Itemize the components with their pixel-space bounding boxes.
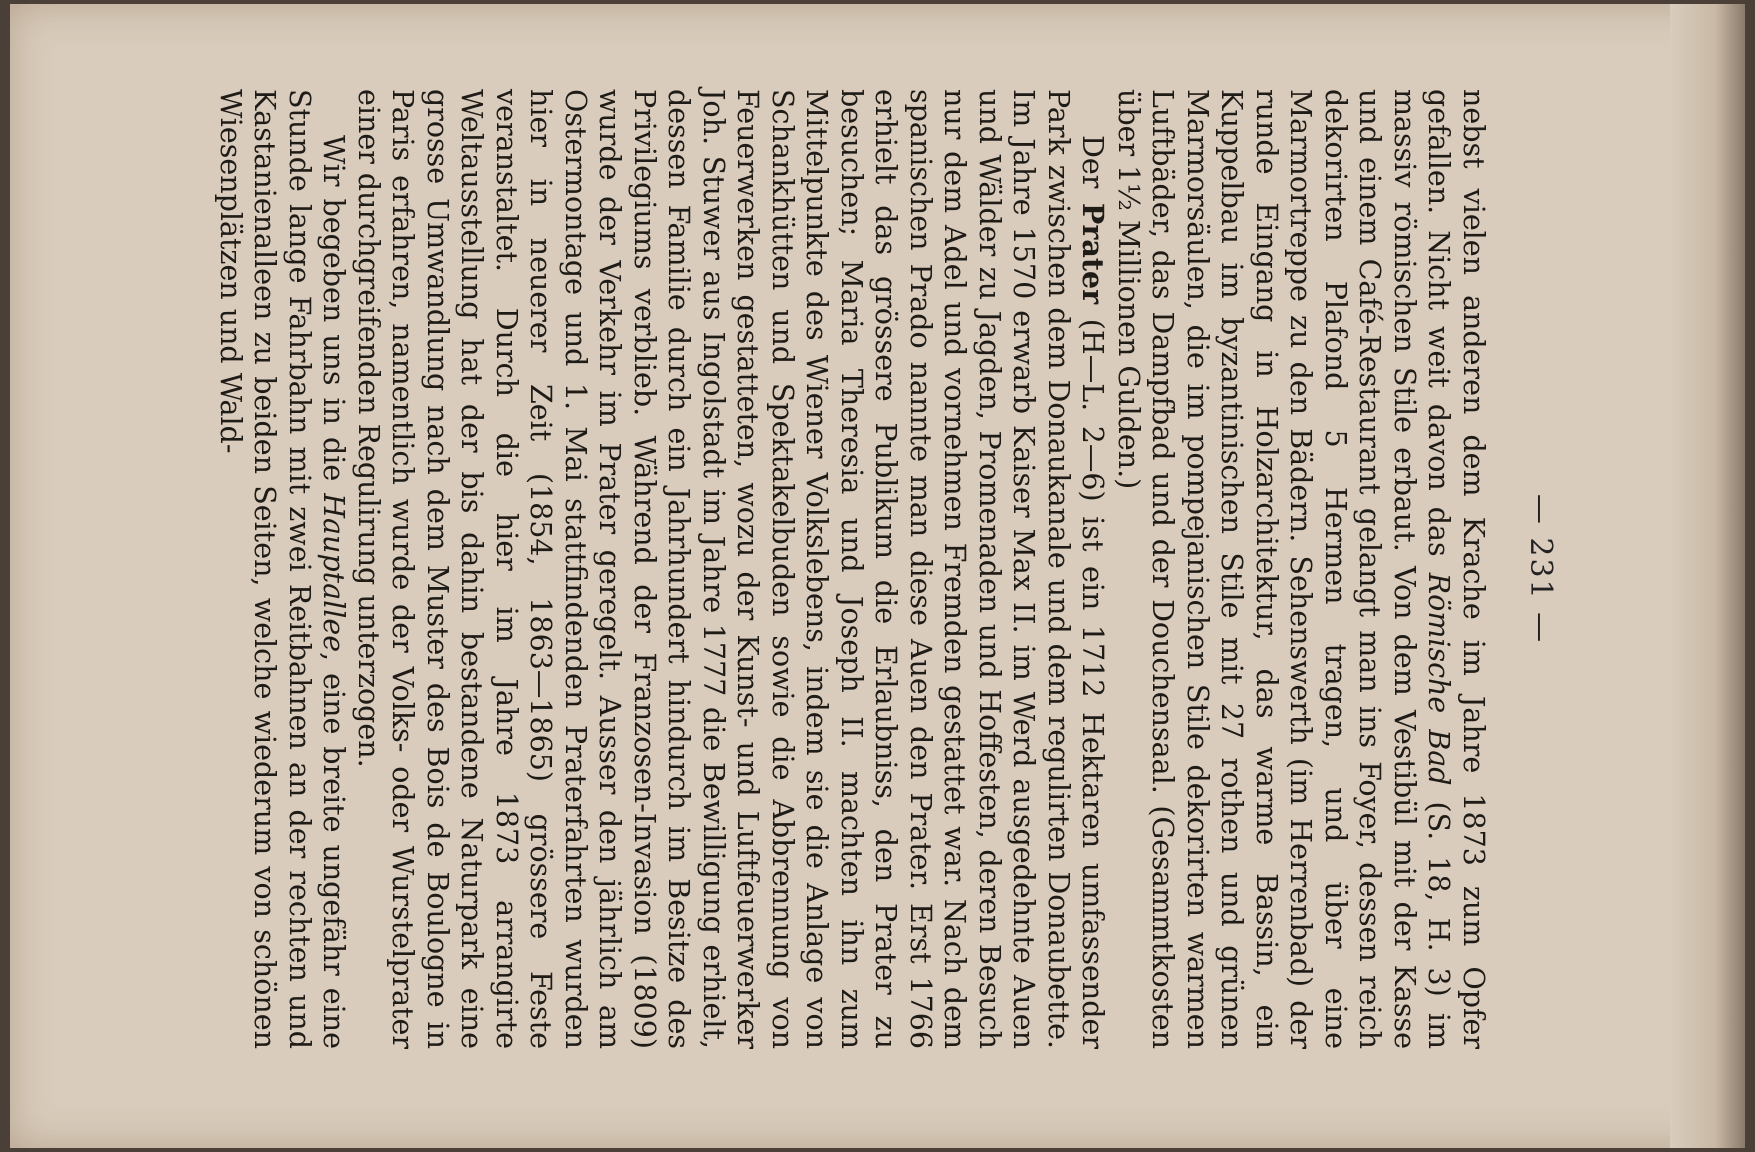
page-edge [1670, 4, 1745, 1148]
page-text [213, 89, 1491, 1049]
text-run: nebst vielen anderen dem Krache im Jahre 1873 zum Opfer gefallen. Nicht weit davon das [1422, 89, 1490, 1049]
italic-text-run: Hauptallee [317, 493, 351, 653]
paragraph [213, 89, 351, 1049]
text-run: Wir begeben uns in die [317, 135, 351, 494]
rotated-text-block [130, 89, 1570, 1049]
text-run: , eine breite ungefähr eine Stunde lange Fahrbahn mit zwei Reitbahnen an der rechten und Kastanienalleen zu beiden Seiten, welche wiederum von schönen Wiesenplätzen und Wald- [214, 89, 351, 1049]
page-number: — 231 — [1523, 493, 1558, 645]
book-page [10, 4, 1745, 1148]
text-run: (H—L. 2—6) ist ein 1712 Hektaren umfassender Park zwischen dem Donaukanale und dem regulirten Donaubette. Im Jahre 1570 erwarb Kaiser Max II. im Werd ausgedehnte Auen und Wälder zu Jagden, Promenaden und Hoffesten, deren Besuch nur dem Adel und vornehmen Fremden gestattet war. Nach dem spanischen Prado nannte man diese Auen den Prater. Erst 1766 erhielt das grössere Publikum die Erlaubniss, den Prater zu besuchen; Maria Theresia und Joseph II. machten ihn zum Mittelpunkte des Wiener Volkslebens, indem sie die Anlage von Schankhütten und Spektakelbuden sowie die Abbrennung von Feuerwerken gestatteten, wozu der Kunst- und Luftfeuerwerker Joh. Stuwer aus Ingolstadt im Jahre 1777 die Bewilligung erhielt, dessen Familie durch ein Jahrhundert hindurch im Besitze des Privilegiums verblieb. Während der Franzosen-Invasion (1809) wurde der Verkehr im Prater geregelt. Ausser den jährlich am Ostermontage und 1. Mai stattfindenden Praterfahrten wurden hier in neuerer Zeit (1854, 1863—1865) grössere Feste veranstaltet. Durch die hier im Jahre 1873 arrangirte Weltausstellung hat der bis dahin bestandene Naturpark eine grosse Umwandlung nach dem Muster des Bois de Boulogne in Paris erfahren, namentlich wurde der Volks- oder Wurstelprater einer durchgreifenden Regulirung unterzogen. [352, 89, 1110, 1049]
paragraph [1111, 89, 1491, 1049]
bold-text-run: Prater [1076, 202, 1111, 305]
italic-text-run: Römische Bad [1422, 572, 1456, 786]
paragraph [351, 89, 1111, 1049]
text-run: Der [1076, 135, 1110, 203]
text-run: (S. 18, H. 3) im massiv römischen Stile erbaut. Von dem Vestibül mit der Kasse und einem Café-Restaurant gelangt man ins Foyer, dessen reich dekorirten Plafond 5 Hermen tragen, und über eine Marmortreppe zu den Bädern. Sehenswerth (im Herrenbad) der runde Eingang in Holzarchitektur, das warme Bassin, ein Kuppelbau im byzantinischen Stile mit 27 rothen und grünen Marmorsäulen, die im pompejanischen Stile dekorirten warmen Luftbäder, das Dampfbad und der Douchensaal. (Gesammtkosten über 1½ Millionen Gulden.) [1112, 89, 1456, 1049]
